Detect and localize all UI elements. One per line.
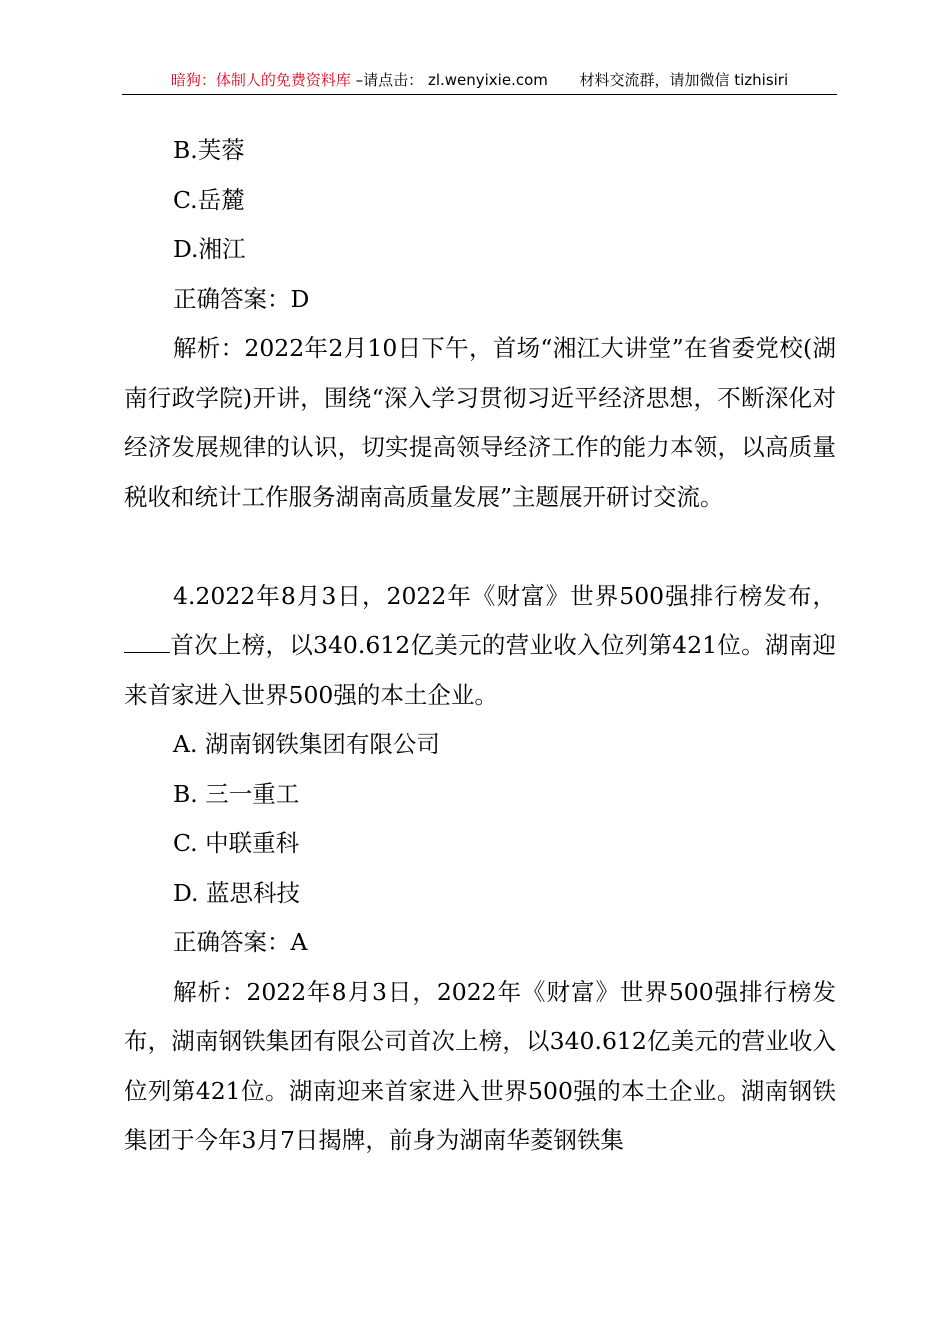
paragraph-spacer xyxy=(124,522,836,572)
q3-answer: 正确答案：D xyxy=(173,284,310,313)
q4-answer-blank xyxy=(124,630,170,653)
q3-option-d: D.湘江 xyxy=(173,235,246,263)
header-link[interactable]: zl.wenyixie.com xyxy=(427,71,548,89)
q3-analysis: 解析：2022年2月10日下午，首场“湘江大讲堂”在省委党校(湖南行政学院)开讲，围绕“深入学习贯彻习近平经济思想，不断深化对经济发展规律的认识，切实提高领导经济工作的能力本领，以高质量税收和统计工作服务湖南高质量发展”主题展开研讨交流。 xyxy=(124,334,836,511)
header-brand: 暗狗：体制人的免费资料库 xyxy=(170,71,351,89)
page-header xyxy=(122,68,837,95)
q4-stem xyxy=(124,572,836,721)
header-link-prefix: –请点击： xyxy=(355,71,424,89)
q4-answer: 正确答案：A xyxy=(173,928,308,956)
q4-option-a: A. 湖南钢铁集团有限公司 xyxy=(173,730,440,758)
q3-option-c: C.岳麓 xyxy=(173,185,245,214)
q4-option-c: C. 中联重科 xyxy=(173,829,300,857)
q4-stem-before: 4.2022年8月3日，2022年《财富》世界500强排行榜发布， xyxy=(173,581,836,610)
q4-option-b: B. 三一重工 xyxy=(173,779,300,808)
document-body xyxy=(124,126,836,1166)
q3-option-b: B.芙蓉 xyxy=(173,136,245,164)
header-contact: 材料交流群，请加微信 tizhisiri xyxy=(579,71,789,89)
q4-stem-after: 首次上榜，以340.612亿美元的营业收入位列第421位。湖南迎来首家进入世界500强的本土企业。 xyxy=(124,631,836,709)
q4-analysis: 解析：2022年8月3日，2022年《财富》世界500强排行榜发布，湖南钢铁集团有限公司首次上榜，以340.612亿美元的营业收入位列第421位。湖南迎来首家进入世界500强的本土企业。湖南钢铁集团于今年3月7日揭牌，前身为湖南华菱钢铁集 xyxy=(124,977,836,1154)
q4-option-d: D. 蓝思科技 xyxy=(173,878,300,907)
